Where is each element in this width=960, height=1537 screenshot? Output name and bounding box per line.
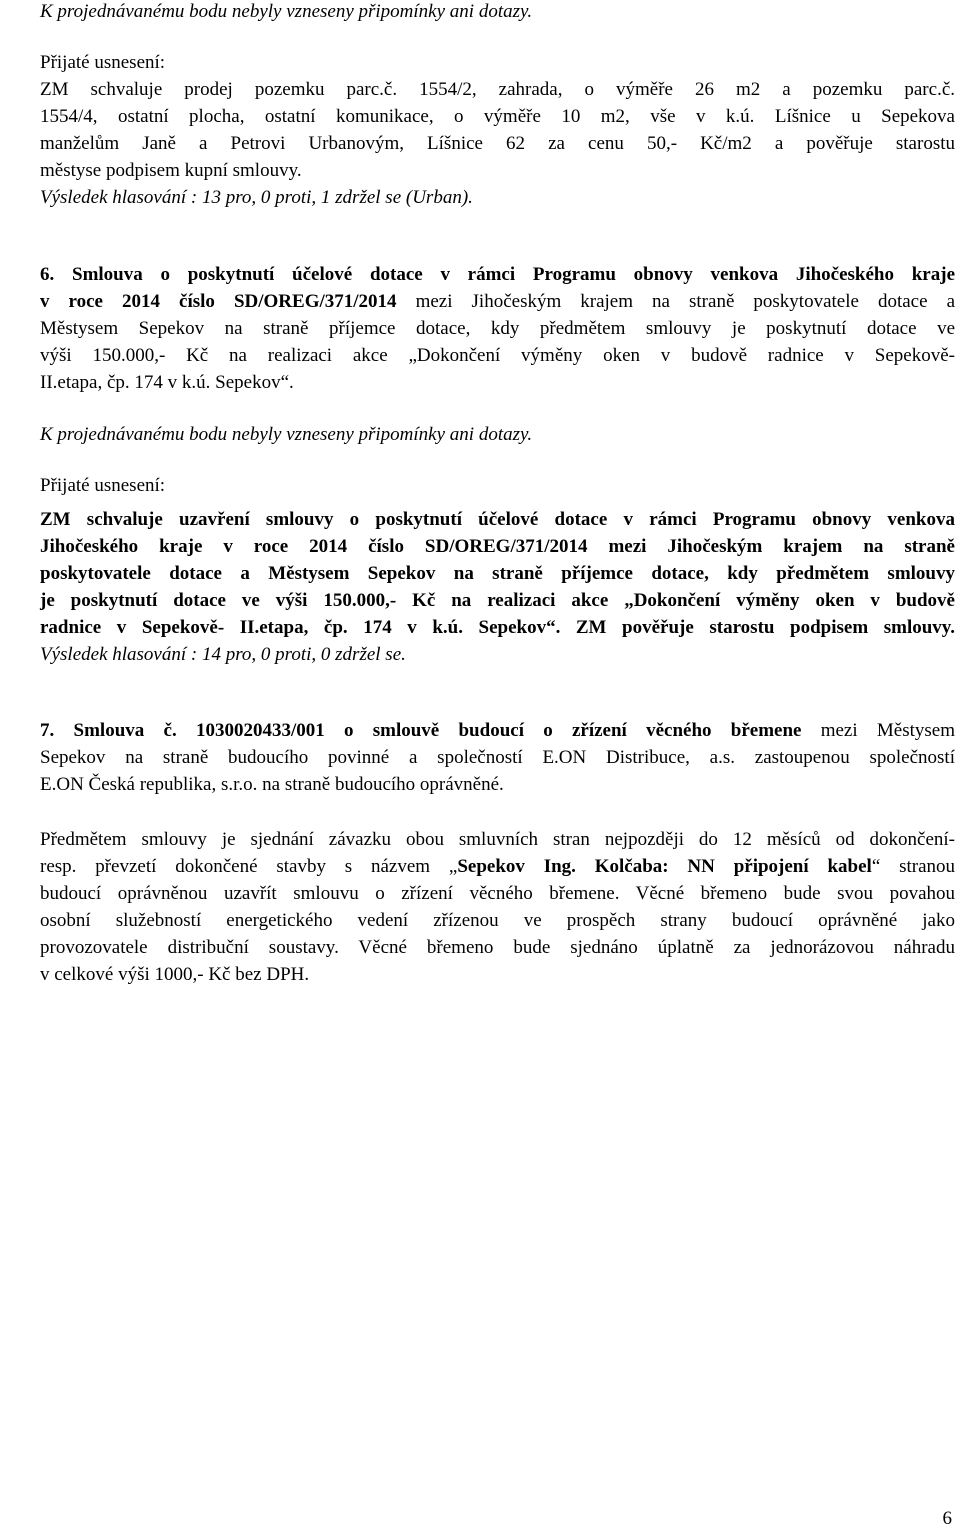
resolution-line: ZM schvaluje uzavření smlouvy o poskytnutí účelové dotace v rámci Programu obnovy venkova [40, 509, 955, 530]
building-name: Sepekov Ing. Kolčaba: NN připojení kabel [457, 856, 872, 877]
section-6-line: II.etapa, čp. 174 v k.ú. Sepekov“. [40, 372, 294, 393]
no-comments-note: K projednávanému bodu nebyly vzneseny připomínky ani dotazy. [40, 1, 533, 22]
paragraph-line: Předmětem smlouvy je sjednání závazku obou smluvních stran nejpozději do 12 měsíců od dokončení- [40, 829, 955, 850]
section-7-line: E.ON Česká republika, s.r.o. na straně budoucího oprávněné. [40, 774, 504, 795]
paragraph-line: budoucí oprávněnou uzavřít smlouvu o zřízení věcného břemene. Věcné břemeno bude svou povahou [40, 883, 955, 904]
resolution-line: městyse podpisem kupní smlouvy. [40, 160, 302, 181]
section-6-line: Městysem Sepekov na straně příjemce dotace, kdy předmětem smlouvy je poskytnutí dotace ve [40, 318, 955, 339]
contract-number: v roce 2014 číslo SD/OREG/371/2014 [40, 291, 397, 312]
page-number: 6 [942, 1508, 952, 1529]
paragraph-line: resp. převzetí dokončené stavby s názvem „Sepekov Ing. Kolčaba: NN připojení kabel“ stranou [40, 856, 955, 877]
vote-result: Výsledek hlasování : 14 pro, 0 proti, 0 zdržel se. [40, 644, 406, 665]
resolution-line: poskytovatele dotace a Městysem Sepekov na straně příjemce dotace, kdy předmětem smlouvy [40, 563, 955, 584]
paragraph-line: v celkové výši 1000,- Kč bez DPH. [40, 964, 310, 985]
resolution-line: 1554/4, ostatní plocha, ostatní komunikace, o výměře 10 m2, vše v k.ú. Líšnice u Sepekova [40, 106, 955, 127]
resolution-line: je poskytnutí dotace ve výši 150.000,- Kč na realizaci akce „Dokončení výměny oken v budově [40, 590, 955, 611]
section-number: 6. [40, 264, 55, 285]
no-comments-note: K projednávanému bodu nebyly vzneseny připomínky ani dotazy. [40, 424, 533, 445]
section-number: 7. [40, 720, 55, 741]
resolution-line: manželům Janě a Petrovi Urbanovým, Líšnice 62 za cenu 50,- Kč/m2 a pověřuje starostu [40, 133, 955, 154]
resolution-heading: Přijaté usnesení: [40, 475, 166, 496]
resolution-line: Jihočeského kraje v roce 2014 číslo SD/OREG/371/2014 mezi Jihočeským krajem na straně [40, 536, 955, 557]
section-title: Smlouva č. 1030020433/001 o smlouvě budoucí o zřízení věcného břemene [73, 720, 802, 741]
paragraph-line: osobní služebností energetického vedení zřízenou ve prospěch strany budoucí oprávněné jako [40, 910, 955, 931]
section-6-title-line [40, 264, 955, 286]
section-6-line: v roce 2014 číslo SD/OREG/371/2014 mezi Jihočeským krajem na straně poskytovatele dotace a [40, 291, 956, 312]
section-7-line: Sepekov na straně budoucího povinné a společností E.ON Distribuce, a.s. zastoupenou společností [40, 747, 955, 768]
section-6-line: výši 150.000,- Kč na realizaci akce „Dokončení výměny oken v budově radnice v Sepekově- [40, 345, 955, 366]
section-7-title-line: 7. Smlouva č. 1030020433/001 o smlouvě budoucí o zřízení věcného břemene mezi Městysem [40, 720, 956, 741]
resolution-heading: Přijaté usnesení: [40, 52, 166, 73]
resolution-line: radnice v Sepekově- II.etapa, čp. 174 v k.ú. Sepekov“. ZM pověřuje starostu podpisem smlouvy. [40, 617, 955, 638]
vote-result: Výsledek hlasování : 13 pro, 0 proti, 1 zdržel se (Urban). [40, 187, 473, 208]
resolution-line: ZM schvaluje prodej pozemku parc.č. 1554/2, zahrada, o výměře 26 m2 a pozemku parc.č. [40, 79, 955, 100]
paragraph-line: provozovatele distribuční soustavy. Věcné břemeno bude sjednáno úplatně za jednorázovou náhradu [40, 937, 955, 958]
section-title: Smlouva o poskytnutí účelové dotace v rámci Programu obnovy venkova Jihočeského kraje [72, 264, 956, 285]
